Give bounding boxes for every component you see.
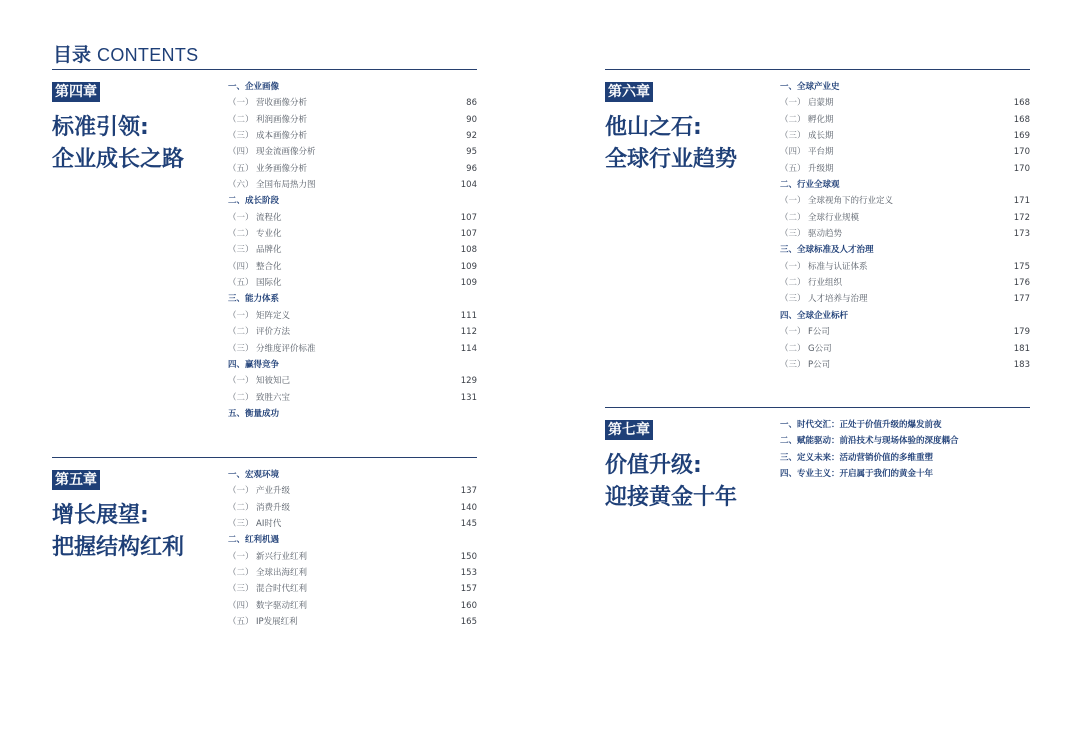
toc-entry-page: 112 [460,327,477,338]
chapter-4 [52,69,477,429]
toc-entry-number: （一） [228,551,254,562]
chapter-divider [605,69,1030,70]
chapter-heading [52,112,184,176]
toc-entry [780,357,1030,373]
toc-entry-label: 消费升级 [256,502,291,513]
toc-section-title: 三、全球标准及人才治理 [780,245,874,256]
page-title-en: CONTENTS [97,45,199,65]
toc-entry [228,341,477,357]
toc-entry-label: 升级期 [808,163,834,174]
chapter-divider [605,407,1030,408]
toc-entry-number: （二） [228,327,254,338]
toc-entry-number: （二） [780,114,806,125]
toc-entry [228,549,477,565]
toc-entry-page: 90 [466,114,477,125]
toc-entry [228,226,477,242]
toc-entry-number: （一） [228,310,254,321]
chapter-heading-line2: 企业成长之路 [52,147,185,172]
toc-entry-number: （二） [228,502,254,513]
toc-entry-label: 流程化 [256,212,282,223]
toc-entry [228,275,477,291]
toc-entry [228,373,477,389]
chapter-toc [228,467,477,630]
toc-entry-page: 107 [460,212,477,223]
toc-entry [780,210,1030,226]
toc-entry-number: （五） [228,278,254,289]
toc-entry [228,128,477,144]
toc-entry-page: 111 [460,310,477,321]
toc-entry-number: （一） [780,261,806,272]
toc-entry [228,598,477,614]
toc-entry-number: （二） [228,568,254,579]
toc-entry-number: （二） [228,392,254,403]
chapter-badge: 第四章 [52,82,100,102]
toc-section-title: 四、赢得竞争 [228,359,280,370]
page-title-zh: 目录 [53,44,92,66]
toc-entry-number: （四） [780,147,806,158]
toc-entry-number: （二） [228,229,254,240]
chapter-6 [605,69,1030,379]
toc-section-title: 二、行业全球观 [780,180,840,191]
toc-entry [780,128,1030,144]
toc-entry-label: 驱动趋势 [808,229,843,240]
toc-entry-label: 利润画像分析 [256,114,308,125]
toc-entry-number: （二） [780,278,806,289]
toc-entry-page: 165 [460,617,477,628]
toc-entry-page: 107 [460,229,477,240]
toc-section-title: 二、成长阶段 [228,196,280,207]
toc-entry-page: 172 [1013,212,1030,223]
toc-entry [780,259,1030,275]
toc-entry [228,483,477,499]
toc-entry-label: 致胜六宝 [256,392,291,403]
toc-entry [228,112,477,128]
toc-entry [228,259,477,275]
toc-entry-number: （三） [228,343,254,354]
toc-entry-number: （一） [228,376,254,387]
toc-section-title: 一、宏观环境 [228,470,280,480]
toc-entry [228,500,477,516]
toc-entry-label: 行业组织 [808,278,843,289]
toc-entry [228,614,477,630]
toc-entry-label: 营收画像分析 [256,98,308,109]
toc-entry-page: 183 [1013,359,1030,370]
toc-entry-number: （三） [780,359,806,370]
toc-entry-page: 108 [460,245,477,256]
chapter-heading-line1: 价值升级: [605,453,702,478]
toc-entry [228,390,477,406]
toc-entry [228,516,477,532]
toc-entry-page: 114 [460,343,477,354]
toc-entry [228,177,477,193]
toc-entry-page: 160 [460,600,477,611]
toc-entry-page: 109 [460,261,477,272]
chapter-heading-line1: 增长展望: [52,503,149,528]
toc-section-title: 一、时代交汇：正处于价值升级的爆发前夜 [780,420,942,430]
toc-entry-label: 混合时代红利 [256,584,308,595]
toc-entry-page: 96 [466,163,477,174]
toc-entry-page: 109 [460,278,477,289]
toc-entry-number: （五） [228,617,254,628]
toc-entry [228,144,477,160]
toc-entry-number: （一） [780,327,806,338]
toc-entry [780,161,1030,177]
chapter-toc [228,79,477,422]
chapter-heading-line2: 迎接黄金十年 [605,485,738,510]
toc-entry-page: 157 [460,584,477,595]
toc-section-title: 四、全球企业标杆 [780,310,849,321]
toc-entry-label: 专业化 [256,229,282,240]
chapter-heading-line2: 全球行业趋势 [605,147,738,172]
toc-entry-label: 孵化期 [808,114,834,125]
toc-entry-page: 181 [1013,343,1030,354]
toc-entry-label: 数字驱动红利 [256,600,308,611]
toc-entry-number: （一） [228,212,254,223]
toc-entry-page: 131 [460,392,477,403]
toc-entry-label: 全球行业规模 [808,212,860,223]
toc-entry-number: （二） [228,114,254,125]
toc-entry-number: （三） [228,519,254,530]
toc-entry-number: （三） [780,229,806,240]
toc-entry-page: 177 [1013,294,1030,305]
toc-entry-page: 150 [460,551,477,562]
toc-entry-page: 86 [466,98,477,109]
toc-entry-page: 153 [460,568,477,579]
chapter-badge: 第七章 [605,420,653,440]
toc-entry-label: 矩阵定义 [256,310,291,321]
toc-entry-label: 启蒙期 [808,98,834,109]
toc-entry-page: 170 [1013,163,1030,174]
toc-entry-page: 129 [460,376,477,387]
chapter-heading [52,500,184,564]
toc-section-title: 四、专业主义：开启属于我们的黄金十年 [780,469,934,480]
chapter-heading-line1: 标准引领: [52,115,149,140]
page-title [53,40,198,66]
chapter-divider [52,69,477,70]
chapter-toc [780,417,1030,482]
chapter-heading [605,112,737,176]
toc-section-title: 二、红利机遇 [228,535,280,546]
toc-entry-label: 成本画像分析 [256,131,308,142]
toc-entry-label: AI时代 [256,519,282,530]
toc-entry-label: 新兴行业红利 [256,551,308,562]
toc-entry-number: （四） [228,147,254,158]
toc-entry-page: 92 [466,131,477,142]
toc-entry-label: 成长期 [808,131,834,142]
toc-entry [228,210,477,226]
toc-entry-page: 179 [1013,327,1030,338]
toc-entry-number: （二） [780,343,806,354]
toc-entry [228,565,477,581]
toc-entry [780,193,1030,209]
toc-section-title: 二、赋能驱动：前沿技术与现场体验的深度耦合 [780,436,959,447]
toc-entry [228,308,477,324]
toc-entry [780,144,1030,160]
toc-entry-number: （一） [780,98,806,109]
toc-entry-label: 人才培养与治理 [808,294,868,305]
toc-entry-page: 104 [460,180,477,191]
toc-entry-page: 171 [1013,196,1030,207]
toc-entry [780,275,1030,291]
toc-entry-label: P公司 [808,359,831,370]
toc-entry-page: 170 [1013,147,1030,158]
toc-entry-label: 国际化 [256,278,282,289]
toc-entry-label: 整合化 [256,261,282,272]
toc-entry-label: 标准与认证体系 [808,261,868,272]
chapter-badge: 第五章 [52,470,100,490]
toc-entry [780,112,1030,128]
toc-entry-label: F公司 [808,327,830,338]
toc-entry-number: （一） [228,98,254,109]
toc-entry-number: （三） [228,131,254,142]
toc-entry-label: 全球出海红利 [256,568,308,579]
toc-entry [228,242,477,258]
toc-entry-page: 95 [466,147,477,158]
toc-entry-label: 产业升级 [256,486,291,497]
toc-entry-number: （一） [228,486,254,497]
toc-entry-label: 现金流画像分析 [256,147,316,158]
toc-entry-label: 平台期 [808,147,834,158]
chapter-heading-line1: 他山之石: [605,115,702,140]
toc-entry-number: （五） [780,163,806,174]
toc-entry-label: 全国布局热力图 [256,180,316,191]
toc-entry-page: 137 [460,486,477,497]
toc-entry-number: （三） [780,294,806,305]
toc-entry-number: （一） [780,196,806,207]
toc-entry-number: （六） [228,180,254,191]
toc-entry [228,581,477,597]
toc-entry-label: 分维度评价标准 [256,343,316,354]
toc-entry-page: 145 [460,519,477,530]
toc-entry [228,324,477,340]
toc-entry [780,95,1030,111]
chapter-badge: 第六章 [605,82,653,102]
toc-entry-label: 知彼知己 [256,376,291,387]
toc-entry-number: （五） [228,163,254,174]
toc-entry-page: 168 [1013,98,1030,109]
toc-section-title: 三、定义未来：活动营销价值的多维重塑 [780,452,934,463]
chapter-heading [605,450,737,514]
toc-entry-number: （三） [228,245,254,256]
toc-entry-page: 169 [1013,131,1030,142]
toc-entry-label: 业务画像分析 [256,163,308,174]
toc-entry-number: （四） [228,261,254,272]
toc-section-title: 一、企业画像 [228,82,280,92]
toc-entry-label: 全球视角下的行业定义 [808,196,894,207]
toc-entry-page: 168 [1013,114,1030,125]
toc-section-title: 一、全球产业史 [780,82,840,92]
toc-entry-label: 评价方法 [256,327,291,338]
toc-entry-page: 176 [1013,278,1030,289]
toc-entry [228,95,477,111]
toc-entry-page: 173 [1013,229,1030,240]
toc-entry [780,324,1030,340]
toc-entry [780,226,1030,242]
toc-entry-page: 175 [1013,261,1030,272]
toc-entry [228,161,477,177]
chapter-5 [52,457,477,637]
toc-section-title: 五、衡量成功 [228,408,280,419]
chapter-toc [780,79,1030,373]
toc-section-title: 三、能力体系 [228,294,280,305]
toc-entry-label: G公司 [808,343,832,354]
chapter-divider [52,457,477,458]
chapter-7 [605,407,1030,517]
toc-entry-number: （四） [228,600,254,611]
toc-entry-label: 品牌化 [256,245,282,256]
toc-entry-page: 140 [460,502,477,513]
toc-entry-number: （三） [780,131,806,142]
toc-entry-number: （三） [228,584,254,595]
chapter-heading-line2: 把握结构红利 [52,535,185,560]
toc-entry-number: （二） [780,212,806,223]
toc-entry [780,341,1030,357]
toc-entry-label: IP发展红利 [256,617,298,628]
toc-entry [780,291,1030,307]
